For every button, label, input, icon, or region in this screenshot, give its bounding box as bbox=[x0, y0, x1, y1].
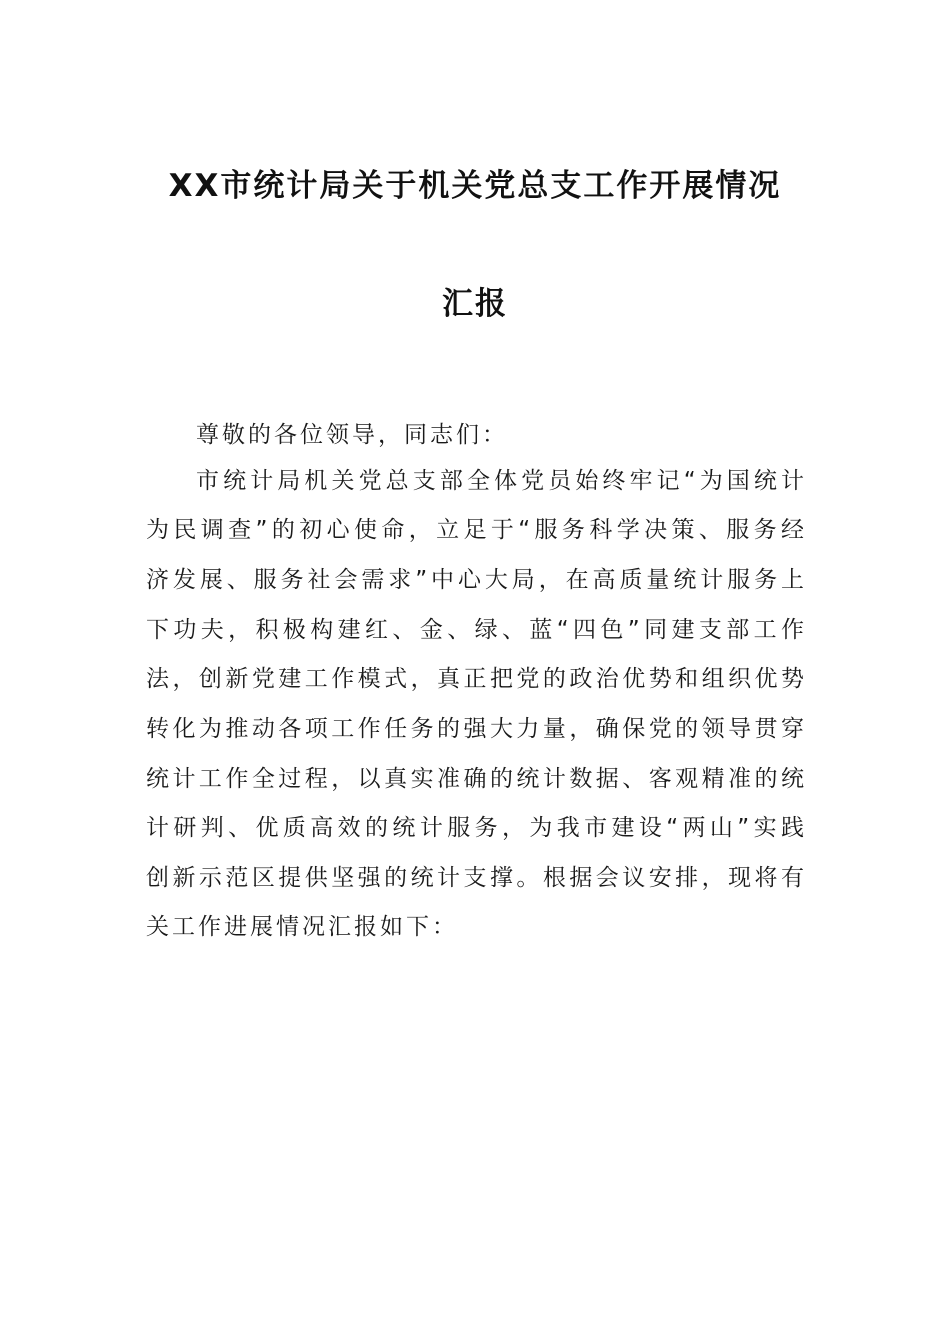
paragraph-line: 计研判、优质高效的统计服务，为我市建设“两山”实践 bbox=[146, 815, 804, 841]
paragraph-line: 下功夫，积极构建红、金、绿、蓝“四色”同建支部工作 bbox=[146, 617, 804, 643]
paragraph-line: 统计工作全过程，以真实准确的统计数据、客观精准的统 bbox=[146, 766, 804, 792]
paragraph-line: 市统计局机关党总支部全体党员始终牢记“为国统计 bbox=[196, 468, 804, 494]
paragraph-line: 法，创新党建工作模式，真正把党的政治优势和组织优势 bbox=[146, 666, 804, 692]
salutation: 尊敬的各位领导，同志们： bbox=[196, 422, 508, 448]
paragraph-line: 济发展、服务社会需求”中心大局，在高质量统计服务上 bbox=[146, 567, 804, 593]
paragraph-line: 转化为推动各项工作任务的强大力量，确保党的领导贯穿 bbox=[146, 716, 804, 742]
paragraph-line: 创新示范区提供坚强的统计支撑。根据会议安排，现将有 bbox=[146, 865, 804, 891]
paragraph-line: 关工作进展情况汇报如下： bbox=[146, 914, 458, 940]
paragraph-line: 为民调查”的初心使命，立足于“服务科学决策、服务经 bbox=[146, 517, 804, 543]
document-title-line-2: 汇报 bbox=[442, 286, 508, 322]
document-title-line-1: XX市统计局关于机关党总支工作开展情况 bbox=[168, 168, 782, 204]
